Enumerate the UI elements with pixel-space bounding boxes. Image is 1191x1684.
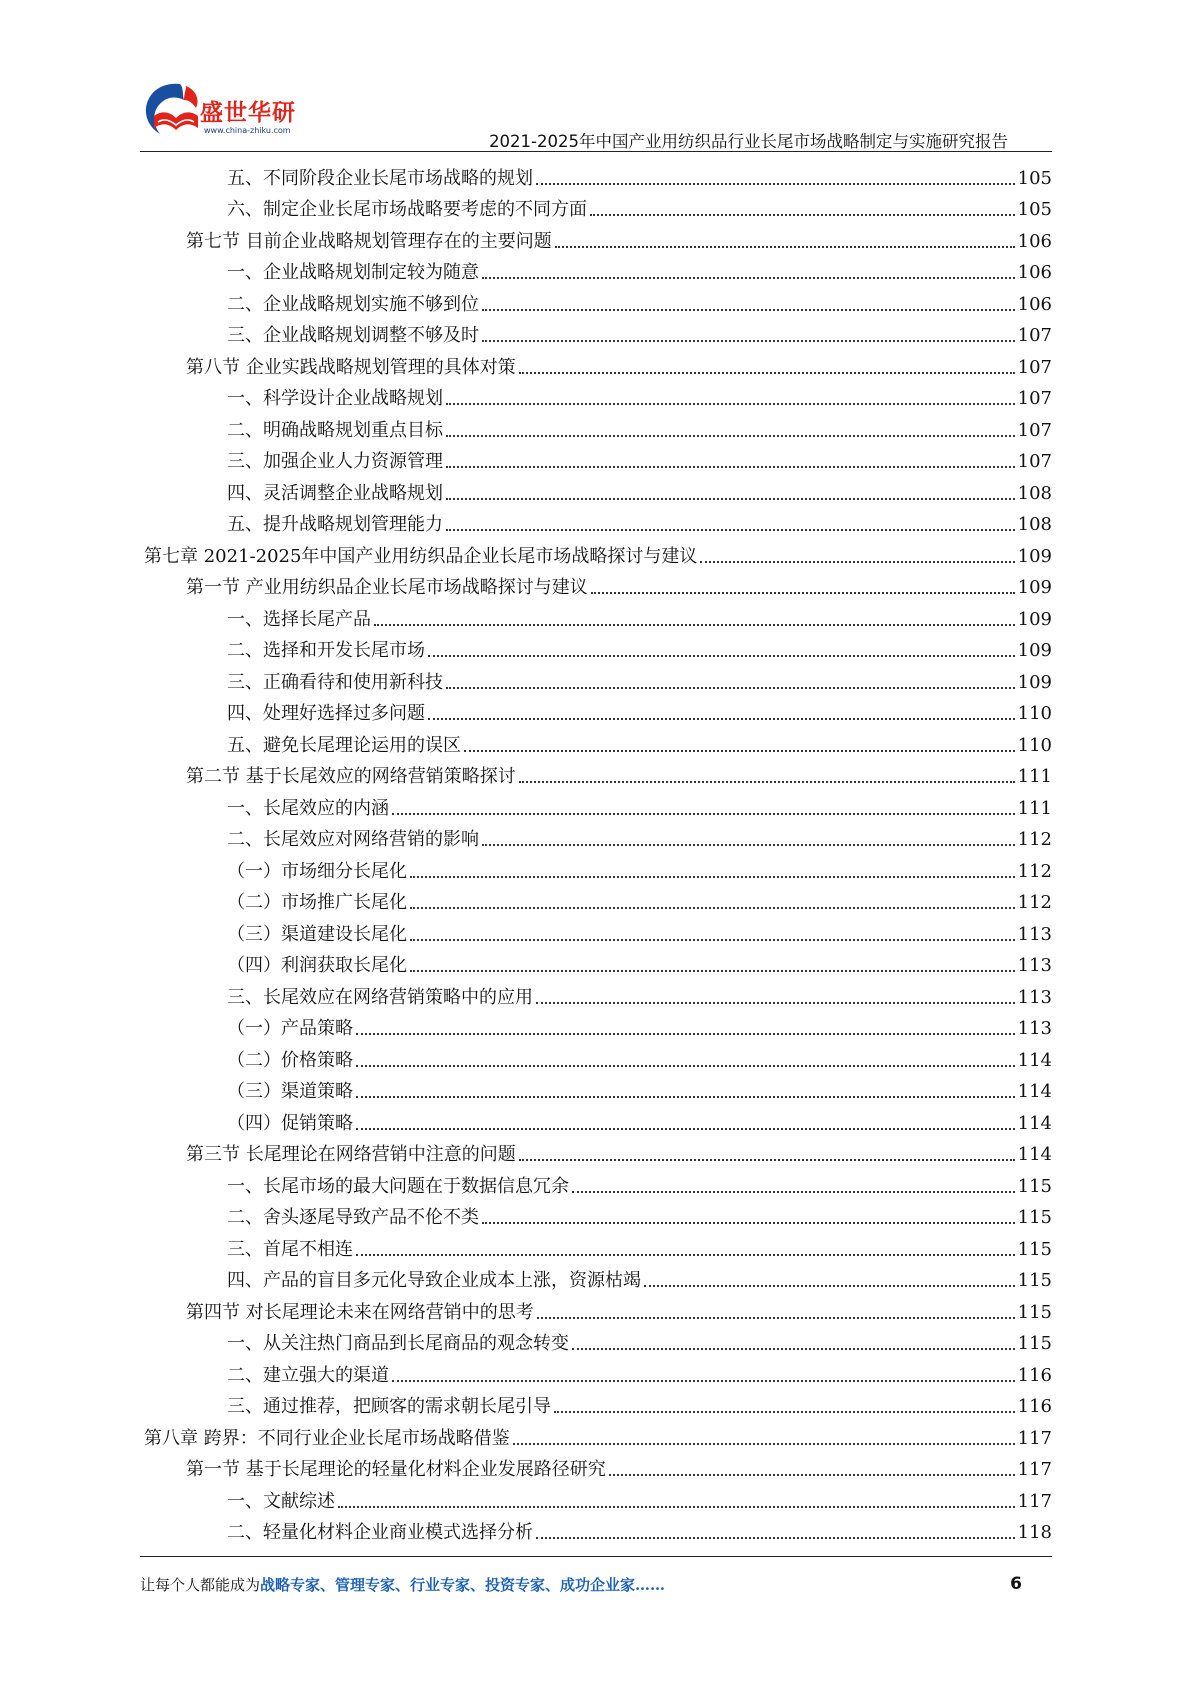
header-divider bbox=[140, 151, 1052, 152]
toc-entry-label: 第七节 目前企业战略规划管理存在的主要问题 bbox=[186, 230, 552, 252]
toc-entry[interactable] bbox=[140, 411, 1052, 443]
page-header bbox=[140, 78, 1040, 150]
toc-dot-leader bbox=[519, 1159, 1015, 1161]
toc-dot-leader bbox=[609, 1474, 1015, 1476]
logo-url: www.china-zhiku.com bbox=[204, 126, 291, 135]
toc-entry-page: 111 bbox=[1017, 766, 1052, 787]
toc-dot-leader bbox=[700, 561, 1014, 563]
page-number: 6 bbox=[1010, 1574, 1022, 1594]
footer-slogan-highlight: 战略专家、管理专家、行业专家、投资专家、成功企业家…… bbox=[260, 1576, 666, 1594]
toc-entry[interactable] bbox=[140, 884, 1052, 916]
toc-dot-leader bbox=[374, 624, 1015, 626]
toc-entry-page: 114 bbox=[1017, 1144, 1052, 1165]
toc-entry[interactable] bbox=[140, 1356, 1052, 1388]
toc-entry[interactable] bbox=[140, 1104, 1052, 1136]
toc-entry-page: 115 bbox=[1017, 1238, 1052, 1260]
toc-entry-page: 112 bbox=[1017, 892, 1052, 913]
toc-entry[interactable] bbox=[140, 443, 1052, 475]
toc-dot-leader bbox=[446, 529, 1015, 531]
toc-entry-page: 112 bbox=[1017, 860, 1052, 882]
toc-entry[interactable] bbox=[140, 1262, 1052, 1294]
toc-dot-leader bbox=[356, 1033, 1015, 1035]
toc-entry-label: 一、科学设计企业战略规划 bbox=[227, 388, 443, 409]
table-of-contents bbox=[140, 159, 1052, 1545]
toc-dot-leader bbox=[537, 1317, 1015, 1319]
toc-entry-page: 117 bbox=[1017, 1427, 1052, 1449]
toc-entry[interactable] bbox=[140, 348, 1052, 380]
toc-entry-label: 一、选择长尾产品 bbox=[227, 608, 371, 630]
toc-entry-page: 117 bbox=[1017, 1490, 1052, 1512]
toc-entry-label: 第二节 基于长尾效应的网络营销策略探讨 bbox=[186, 766, 516, 787]
toc-entry[interactable] bbox=[140, 663, 1052, 695]
toc-entry[interactable] bbox=[140, 1136, 1052, 1168]
toc-entry-label: 一、从关注热门商品到长尾商品的观念转变 bbox=[227, 1333, 569, 1354]
footer-divider bbox=[140, 1556, 1052, 1557]
toc-dot-leader bbox=[356, 1254, 1015, 1256]
toc-entry-page: 116 bbox=[1017, 1364, 1052, 1386]
toc-entry-label: 一、企业战略规划制定较为随意 bbox=[227, 262, 479, 283]
toc-entry-page: 115 bbox=[1017, 1207, 1052, 1228]
toc-entry[interactable] bbox=[140, 695, 1052, 727]
toc-entry[interactable] bbox=[140, 1167, 1052, 1199]
toc-entry-page: 113 bbox=[1017, 923, 1052, 945]
toc-entry-label: 第八节 企业实践战略规划管理的具体对策 bbox=[186, 356, 516, 378]
toc-dot-leader bbox=[482, 309, 1015, 311]
toc-entry-label: （四）利润获取长尾化 bbox=[227, 955, 407, 976]
toc-entry-label: 四、处理好选择过多问题 bbox=[227, 703, 425, 724]
toc-entry-label: 二、选择和开发长尾市场 bbox=[227, 640, 425, 661]
toc-entry[interactable] bbox=[140, 852, 1052, 884]
toc-entry-page: 115 bbox=[1017, 1301, 1052, 1323]
toc-entry-label: 一、长尾效应的内涵 bbox=[227, 797, 389, 819]
toc-entry-label: 五、提升战略规划管理能力 bbox=[227, 514, 443, 535]
toc-entry-page: 109 bbox=[1017, 640, 1052, 661]
toc-dot-leader bbox=[410, 876, 1015, 878]
toc-entry-page: 107 bbox=[1017, 325, 1052, 346]
toc-entry[interactable] bbox=[140, 947, 1052, 979]
toc-entry-page: 106 bbox=[1017, 230, 1052, 252]
toc-dot-leader bbox=[536, 183, 1015, 185]
logo-name: 盛世华研 bbox=[200, 100, 296, 126]
toc-dot-leader bbox=[446, 687, 1015, 689]
toc-entry-page: 117 bbox=[1017, 1459, 1052, 1480]
toc-entry-label: 二、建立强大的渠道 bbox=[227, 1364, 389, 1386]
toc-entry[interactable] bbox=[140, 789, 1052, 821]
toc-entry[interactable] bbox=[140, 317, 1052, 349]
toc-entry[interactable] bbox=[140, 1010, 1052, 1042]
toc-entry-page: 113 bbox=[1017, 1018, 1052, 1039]
toc-dot-leader bbox=[338, 1506, 1015, 1508]
toc-entry-page: 106 bbox=[1017, 293, 1052, 315]
toc-entry-page: 107 bbox=[1017, 388, 1052, 409]
toc-dot-leader bbox=[464, 750, 1015, 752]
toc-entry-label: （二）价格策略 bbox=[227, 1049, 353, 1071]
toc-entry[interactable] bbox=[140, 191, 1052, 223]
toc-entry-page: 114 bbox=[1017, 1112, 1052, 1134]
toc-entry[interactable] bbox=[140, 1514, 1052, 1546]
toc-entry-page: 107 bbox=[1017, 451, 1052, 472]
toc-entry-page: 116 bbox=[1017, 1396, 1052, 1417]
toc-dot-leader bbox=[446, 435, 1015, 437]
toc-entry-label: 四、灵活调整企业战略规划 bbox=[227, 482, 443, 504]
toc-entry-label: 六、制定企业长尾市场战略要考虑的不同方面 bbox=[227, 199, 587, 220]
toc-entry-page: 115 bbox=[1017, 1270, 1052, 1291]
toc-entry-page: 108 bbox=[1017, 482, 1052, 504]
toc-entry[interactable] bbox=[140, 222, 1052, 254]
toc-entry-page: 112 bbox=[1017, 829, 1052, 850]
toc-entry-label: 二、企业战略规划实施不够到位 bbox=[227, 293, 479, 315]
toc-entry-label: 三、通过推荐，把顾客的需求朝长尾引导 bbox=[227, 1396, 551, 1417]
toc-entry[interactable] bbox=[140, 600, 1052, 632]
toc-dot-leader bbox=[392, 813, 1015, 815]
toc-entry[interactable] bbox=[140, 1041, 1052, 1073]
toc-entry[interactable] bbox=[140, 537, 1052, 569]
toc-entry[interactable] bbox=[140, 1199, 1052, 1231]
toc-dot-leader bbox=[572, 1191, 1015, 1193]
toc-entry-label: 二、明确战略规划重点目标 bbox=[227, 419, 443, 441]
toc-dot-leader bbox=[519, 781, 1015, 783]
toc-entry-label: （四）促销策略 bbox=[227, 1112, 353, 1134]
toc-dot-leader bbox=[554, 1411, 1015, 1413]
toc-dot-leader bbox=[519, 372, 1015, 374]
toc-entry[interactable] bbox=[140, 380, 1052, 412]
toc-entry-page: 113 bbox=[1017, 955, 1052, 976]
toc-dot-leader bbox=[428, 655, 1015, 657]
toc-entry-label: 二、轻量化材料企业商业模式选择分析 bbox=[227, 1522, 533, 1543]
toc-dot-leader bbox=[590, 214, 1015, 216]
toc-dot-leader bbox=[356, 1096, 1015, 1098]
toc-entry-label: 五、不同阶段企业长尾市场战略的规划 bbox=[227, 167, 533, 189]
toc-entry-page: 105 bbox=[1017, 199, 1052, 220]
toc-dot-leader bbox=[410, 970, 1015, 972]
toc-entry-page: 108 bbox=[1017, 514, 1052, 535]
toc-dot-leader bbox=[392, 1380, 1015, 1382]
toc-entry-page: 109 bbox=[1017, 545, 1052, 567]
toc-entry-label: 第一节 基于长尾理论的轻量化材料企业发展路径研究 bbox=[186, 1459, 606, 1480]
toc-entry[interactable] bbox=[140, 569, 1052, 601]
toc-entry-label: （二）市场推广长尾化 bbox=[227, 892, 407, 913]
company-logo bbox=[140, 78, 310, 144]
toc-dot-leader bbox=[591, 592, 1015, 594]
toc-entry-page: 114 bbox=[1017, 1049, 1052, 1071]
toc-dot-leader bbox=[446, 403, 1015, 405]
toc-entry-label: （一）产品策略 bbox=[227, 1018, 353, 1039]
toc-dot-leader bbox=[572, 1348, 1015, 1350]
toc-dot-leader bbox=[536, 1537, 1015, 1539]
toc-entry-page: 113 bbox=[1017, 986, 1052, 1008]
toc-dot-leader bbox=[356, 1128, 1015, 1130]
toc-entry[interactable] bbox=[140, 1388, 1052, 1420]
toc-entry-page: 109 bbox=[1017, 671, 1052, 693]
toc-entry-page: 114 bbox=[1017, 1081, 1052, 1102]
toc-entry[interactable] bbox=[140, 1230, 1052, 1262]
toc-entry[interactable] bbox=[140, 726, 1052, 758]
toc-dot-leader bbox=[513, 1443, 1015, 1445]
toc-entry-label: 第四节 对长尾理论未来在网络营销中的思考 bbox=[186, 1301, 534, 1323]
toc-entry-label: 第八章 跨界：不同行业企业长尾市场战略借鉴 bbox=[144, 1427, 510, 1449]
toc-entry[interactable] bbox=[140, 915, 1052, 947]
logo-emblem-icon bbox=[140, 78, 204, 140]
toc-entry-page: 106 bbox=[1017, 262, 1052, 283]
toc-entry-page: 107 bbox=[1017, 419, 1052, 441]
toc-dot-leader bbox=[446, 466, 1015, 468]
toc-entry-page: 109 bbox=[1017, 577, 1052, 598]
toc-entry-page: 105 bbox=[1017, 167, 1052, 189]
toc-dot-leader bbox=[482, 277, 1015, 279]
toc-entry[interactable] bbox=[140, 758, 1052, 790]
toc-dot-leader bbox=[410, 939, 1015, 941]
toc-entry-label: 三、首尾不相连 bbox=[227, 1238, 353, 1260]
toc-dot-leader bbox=[482, 340, 1015, 342]
toc-entry-label: 二、舍头逐尾导致产品不伦不类 bbox=[227, 1207, 479, 1228]
toc-dot-leader bbox=[446, 498, 1015, 500]
toc-entry-label: 二、长尾效应对网络营销的影响 bbox=[227, 829, 479, 850]
toc-entry-label: 三、长尾效应在网络营销策略中的应用 bbox=[227, 986, 533, 1008]
toc-entry-label: 三、加强企业人力资源管理 bbox=[227, 451, 443, 472]
toc-entry[interactable] bbox=[140, 1419, 1052, 1451]
toc-entry-label: 一、文献综述 bbox=[227, 1490, 335, 1512]
toc-entry[interactable] bbox=[140, 821, 1052, 853]
toc-entry[interactable] bbox=[140, 632, 1052, 664]
toc-entry[interactable] bbox=[140, 474, 1052, 506]
toc-entry[interactable] bbox=[140, 1482, 1052, 1514]
toc-entry-page: 110 bbox=[1017, 734, 1052, 756]
toc-entry[interactable] bbox=[140, 254, 1052, 286]
toc-entry-page: 111 bbox=[1017, 797, 1052, 819]
toc-entry[interactable] bbox=[140, 159, 1052, 191]
toc-dot-leader bbox=[555, 246, 1015, 248]
toc-entry-label: （一）市场细分长尾化 bbox=[227, 860, 407, 882]
toc-entry[interactable] bbox=[140, 1073, 1052, 1105]
page-footer bbox=[140, 1574, 1052, 1598]
toc-dot-leader bbox=[356, 1065, 1015, 1067]
toc-entry-label: 一、长尾市场的最大问题在于数据信息冗余 bbox=[227, 1175, 569, 1197]
toc-entry[interactable] bbox=[140, 978, 1052, 1010]
toc-dot-leader bbox=[644, 1285, 1015, 1287]
toc-entry-page: 110 bbox=[1017, 703, 1052, 724]
toc-dot-leader bbox=[482, 1222, 1015, 1224]
toc-entry-label: （三）渠道建设长尾化 bbox=[227, 923, 407, 945]
toc-dot-leader bbox=[428, 718, 1015, 720]
toc-entry[interactable] bbox=[140, 1293, 1052, 1325]
toc-entry-page: 107 bbox=[1017, 356, 1052, 378]
toc-dot-leader bbox=[536, 1002, 1015, 1004]
toc-dot-leader bbox=[482, 844, 1015, 846]
footer-slogan-lead: 让每个人都能成为 bbox=[140, 1576, 261, 1594]
toc-entry[interactable] bbox=[140, 1325, 1052, 1357]
toc-dot-leader bbox=[410, 907, 1015, 909]
toc-entry-label: 第七章 2021-2025年中国产业用纺织品企业长尾市场战略探讨与建议 bbox=[144, 545, 698, 567]
toc-entry-page: 109 bbox=[1017, 608, 1052, 630]
toc-entry-page: 115 bbox=[1017, 1175, 1052, 1197]
toc-entry[interactable] bbox=[140, 285, 1052, 317]
toc-entry[interactable] bbox=[140, 506, 1052, 538]
toc-entry-page: 118 bbox=[1017, 1522, 1052, 1543]
toc-entry-label: 三、企业战略规划调整不够及时 bbox=[227, 325, 479, 346]
toc-entry-page: 115 bbox=[1017, 1333, 1052, 1354]
toc-entry-label: （三）渠道策略 bbox=[227, 1081, 353, 1102]
toc-entry-label: 第一节 产业用纺织品企业长尾市场战略探讨与建议 bbox=[186, 577, 588, 598]
toc-entry[interactable] bbox=[140, 1451, 1052, 1483]
toc-entry-label: 第三节 长尾理论在网络营销中注意的问题 bbox=[186, 1144, 516, 1165]
report-title: 2021-2025年中国产业用纺织品行业长尾市场战略制定与实施研究报告 bbox=[489, 132, 1008, 151]
toc-entry-label: 三、正确看待和使用新科技 bbox=[227, 671, 443, 693]
toc-entry-label: 四、产品的盲目多元化导致企业成本上涨，资源枯竭 bbox=[227, 1270, 641, 1291]
toc-entry-label: 五、避免长尾理论运用的误区 bbox=[227, 734, 461, 756]
